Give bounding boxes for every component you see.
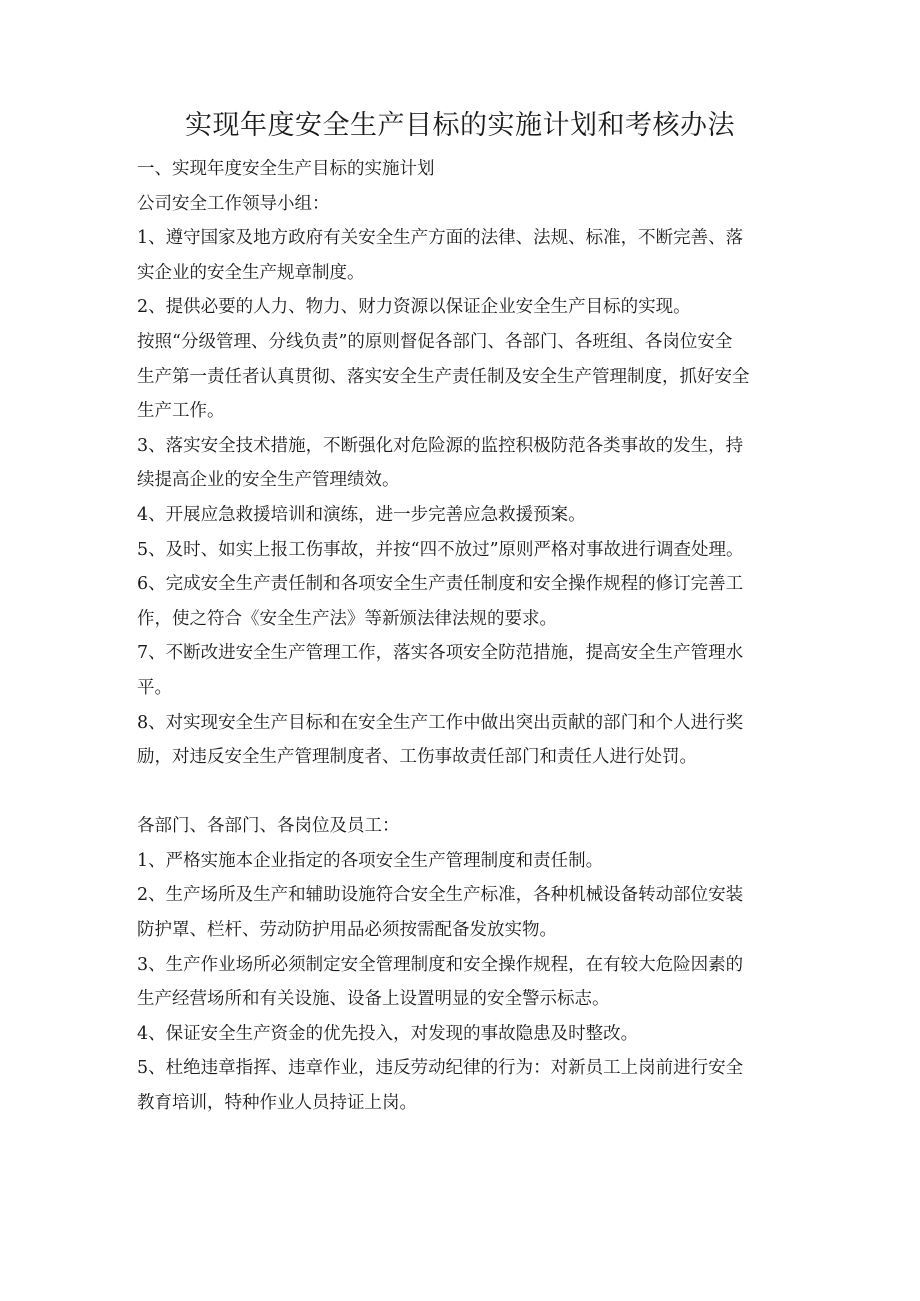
paragraph-line: 生产第一责任者认真贯彻、落实安全生产责任制及安全生产管理制度，抓好安全	[137, 366, 750, 387]
paragraph-line: 防护罩、栏杆、劳动防护用品必须按需配备发放实物。	[137, 920, 557, 941]
paragraph-line: 8、对实现安全生产目标和在安全生产工作中做出突出贡献的部门和个人进行奖	[137, 712, 744, 733]
paragraph-line: 6、完成安全生产责任制和各项安全生产责任制度和安全操作规程的修订完善工	[137, 574, 744, 595]
document-body	[137, 152, 797, 1121]
group-heading-leadership: 公司安全工作领导小组：	[137, 193, 330, 214]
paragraph-line: 2、提供必要的人力、物力、财力资源以保证企业安全生产目标的实现。	[137, 297, 691, 318]
paragraph-line: 3、生产作业场所必须制定安全管理制度和安全操作规程，在有较大危险因素的	[137, 954, 744, 975]
paragraph-line: 1、严格实施本企业指定的各项安全生产管理制度和责任制。	[137, 850, 604, 871]
paragraph-line: 续提高企业的安全生产管理绩效。	[137, 470, 400, 491]
paragraph-line: 生产经营场所和有关设施、设备上设置明显的安全警示标志。	[137, 989, 610, 1010]
paragraph-line: 作，使之符合《安全生产法》等新颁法律法规的要求。	[137, 608, 557, 629]
paragraph-line: 教育培训，特种作业人员持证上岗。	[137, 1093, 417, 1114]
paragraph-line: 1、遵守国家及地方政府有关安全生产方面的法律、法规、标准，不断完善、落	[137, 228, 744, 249]
paragraph-line: 3、落实安全技术措施，不断强化对危险源的监控积极防范各类事故的发生，持	[137, 435, 744, 456]
paragraph-line: 4、保证安全生产资金的优先投入，对发现的事故隐患及时整改。	[137, 1023, 639, 1044]
paragraph-line: 生产工作。	[137, 401, 225, 422]
paragraph-line: 平。	[137, 677, 172, 698]
paragraph-line: 4、开展应急救援培训和演练，进一步完善应急救援预案。	[137, 504, 586, 525]
section-heading: 一、实现年度安全生产目标的实施计划	[137, 159, 435, 179]
group-heading-departments: 各部门、各部门、各岗位及员工：	[137, 816, 400, 837]
paragraph-line: 实企业的安全生产规章制度。	[137, 262, 365, 283]
paragraph-line: 2、生产场所及生产和辅助设施符合安全生产标准，各种机械设备转动部位安装	[137, 885, 744, 906]
paragraph-line: 7、不断改进安全生产管理工作，落实各项安全防范措施，提高安全生产管理水	[137, 643, 744, 664]
paragraph-line: 按照“分级管理、分线负责”的原则督促各部门、各部门、各班组、各岗位安全	[137, 331, 733, 352]
document-title: 实现年度安全生产目标的实施计划和考核办法	[185, 110, 735, 141]
paragraph-spacer	[137, 775, 797, 810]
paragraph-line: 励，对违反安全生产管理制度者、工伤事故责任部门和责任人进行处罚。	[137, 747, 697, 768]
paragraph-line: 5、及时、如实上报工伤事故，并按“四不放过”原则严格对事故进行调查处理。	[137, 539, 744, 560]
paragraph-line: 5、杜绝违章指挥、违章作业，违反劳动纪律的行为：对新员工上岗前进行安全	[137, 1058, 744, 1079]
